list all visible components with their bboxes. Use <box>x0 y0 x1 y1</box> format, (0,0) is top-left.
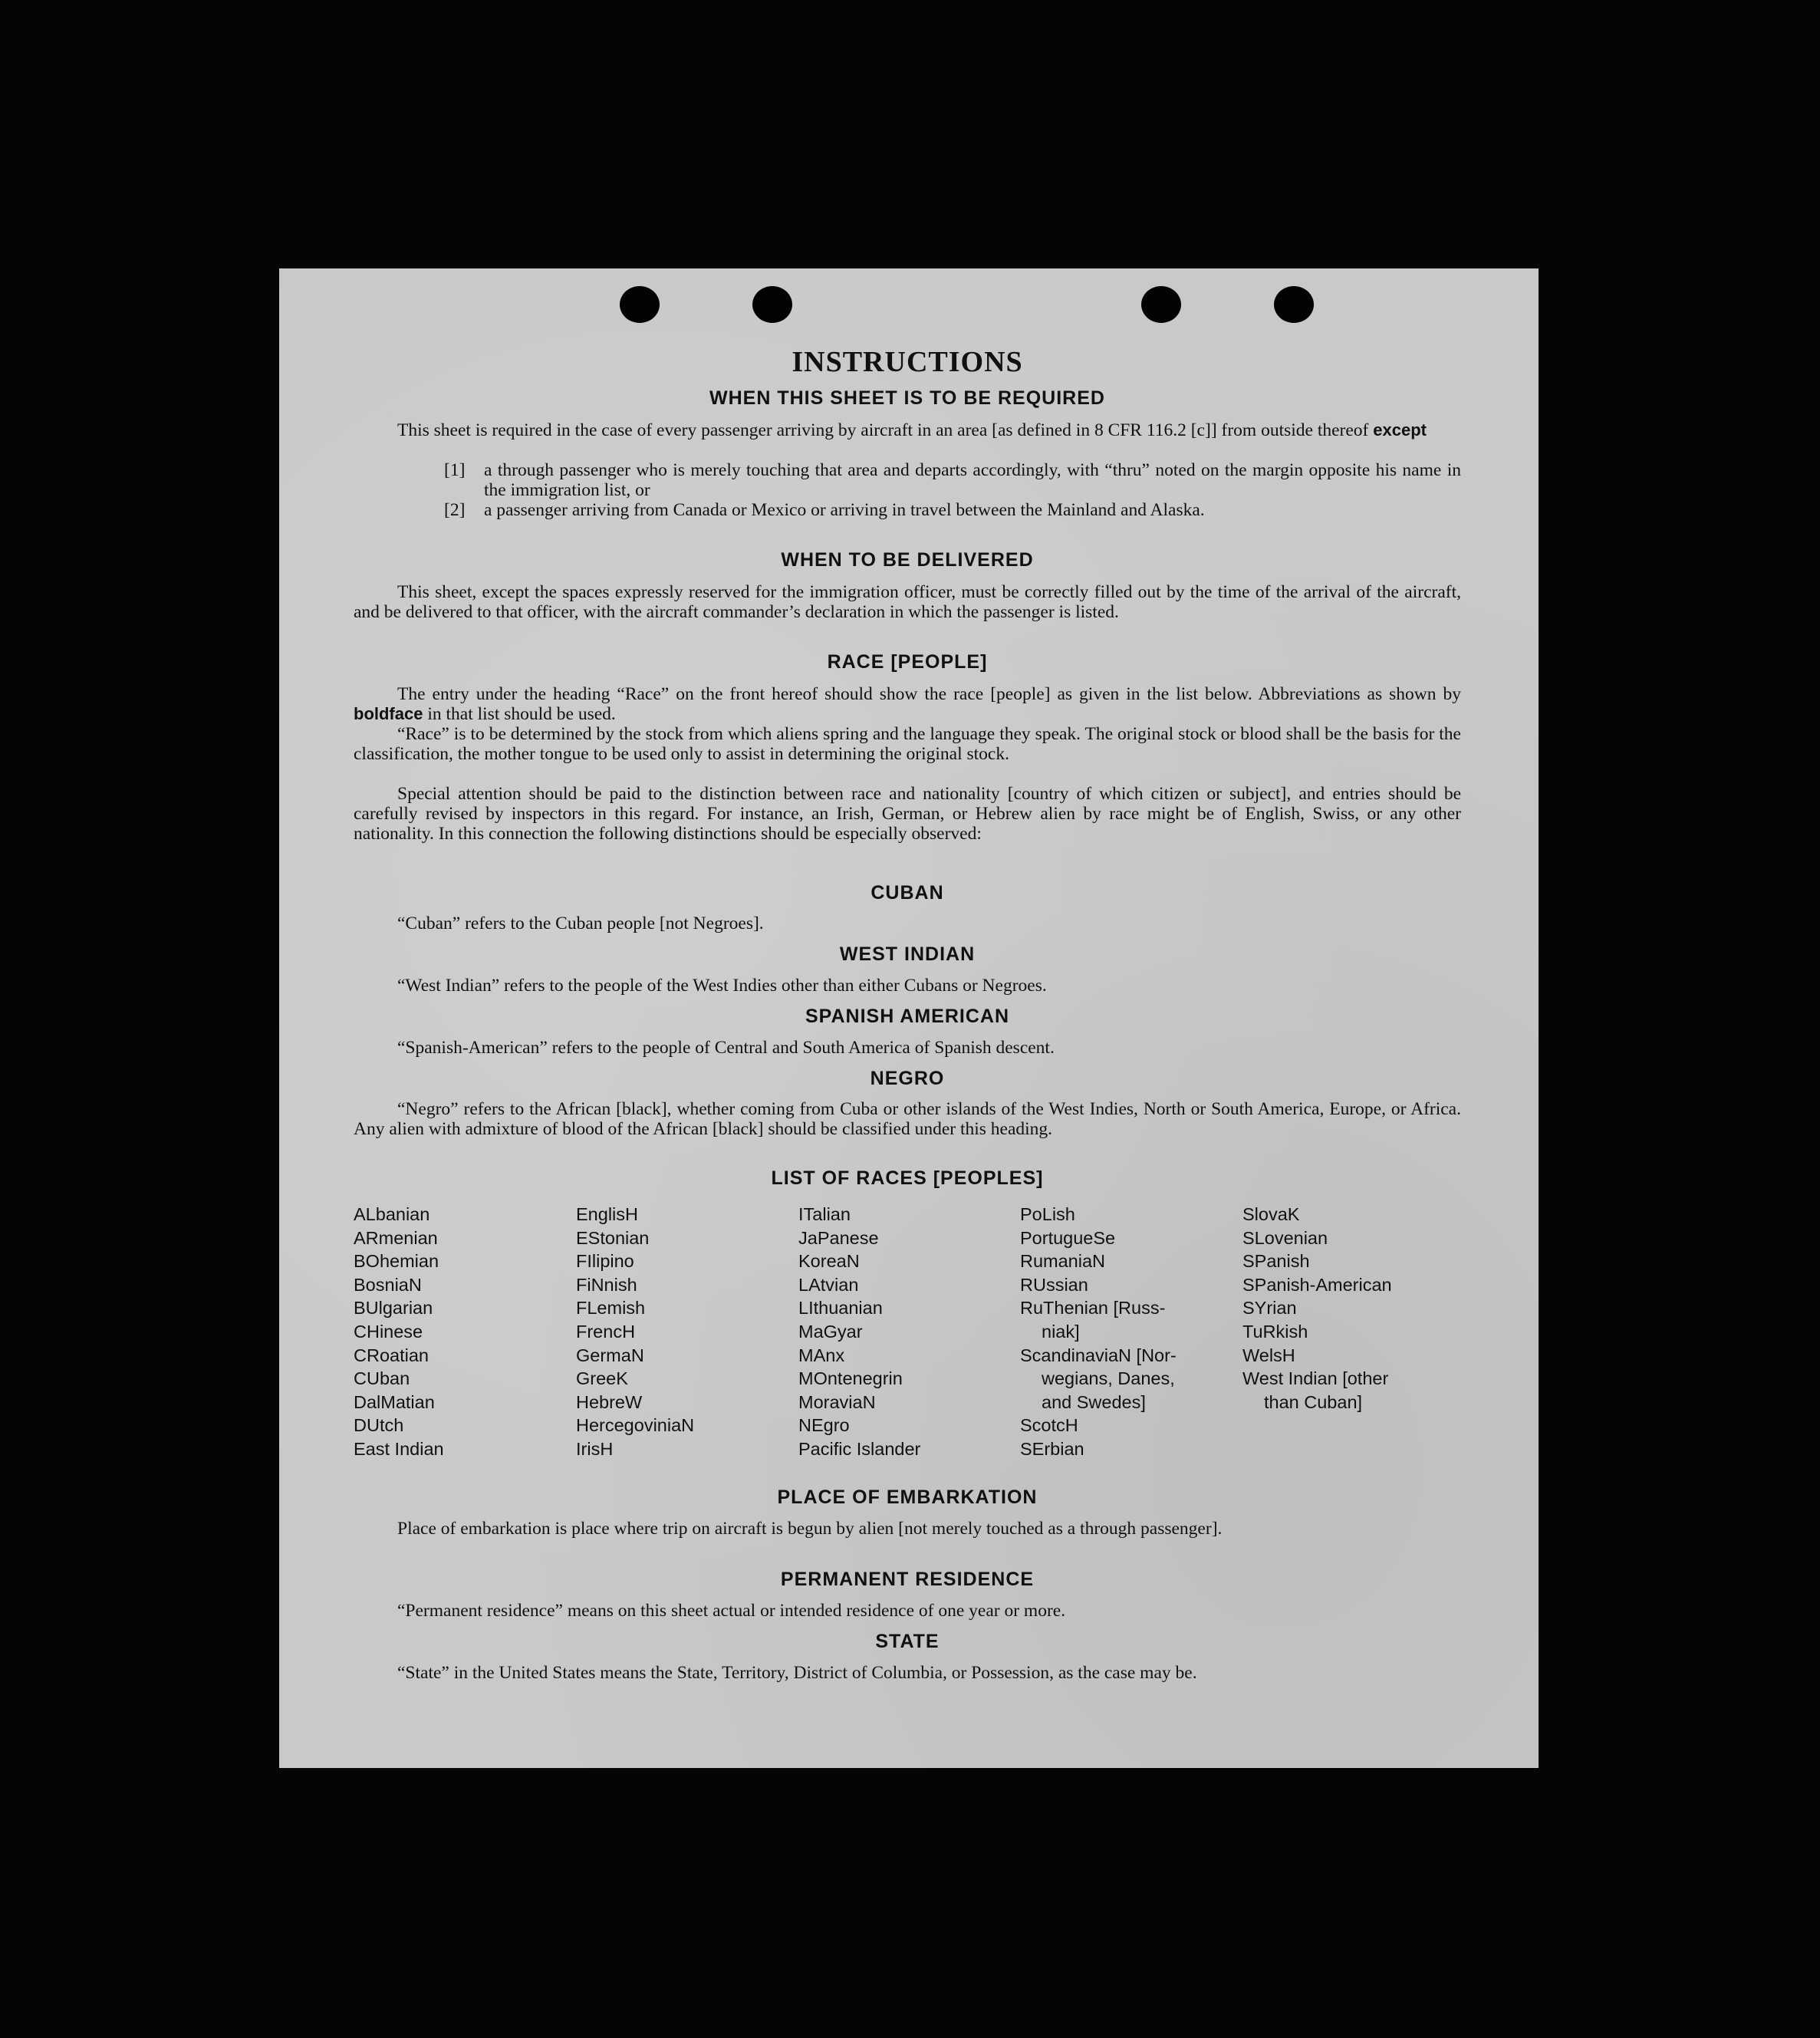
paragraph-state: “State” in the United States means the State, Territory, District of Columbia, or Possession, as the case may be. <box>397 1663 1197 1683</box>
race-column-1 <box>354 1203 444 1461</box>
heading-race: RACE [PEOPLE] <box>827 651 988 673</box>
race-entry: SPanish <box>1242 1251 1310 1272</box>
race-entry: PortugueSe <box>1020 1227 1116 1248</box>
race-entry: West Indian [other <box>1242 1368 1389 1389</box>
race-entry: TuRkish <box>1242 1321 1308 1342</box>
race-entry: RumaniaN <box>1020 1251 1106 1272</box>
race-entry: MOntenegrin <box>798 1368 903 1389</box>
race-entry: CHinese <box>354 1321 423 1342</box>
race-entry-continued: and Swedes] <box>1042 1391 1146 1412</box>
race-entry: ITalian <box>798 1204 851 1224</box>
race-entry: ALbanian <box>354 1204 430 1224</box>
race-entry: CUban <box>354 1368 410 1389</box>
paragraph-race-1 <box>354 684 1461 724</box>
exception-item-1 <box>444 460 1461 500</box>
item-text: a through passenger who is merely touching that area and departs accordingly, with “thru” noted on the margin opposite his name in the immigration list, or <box>484 460 1461 500</box>
race-entry: LIthuanian <box>798 1298 883 1319</box>
punch-hole <box>1274 286 1314 323</box>
race-entry: RuThenian [Russ- <box>1020 1298 1166 1319</box>
race-entry: NEgro <box>798 1415 850 1436</box>
race-entry: EStonian <box>576 1227 650 1248</box>
punch-hole <box>752 286 792 323</box>
race-entry: ARmenian <box>354 1227 438 1248</box>
race-entry: FiNnish <box>576 1274 637 1295</box>
race-entry: DalMatian <box>354 1391 435 1412</box>
exception-item-2 <box>444 500 1461 520</box>
item-number: [2] <box>444 500 466 520</box>
race-entry: HercegoviniaN <box>576 1415 695 1436</box>
heading-west-indian: WEST INDIAN <box>839 943 976 965</box>
paragraph-delivered: This sheet, except the spaces expressly reserved for the immigration officer, must be correctly filled out by the time of the arrival of the aircraft, and be delivered to that officer, with the aircraft commander’s declaration in which the passenger is listed. <box>354 582 1461 622</box>
race-entry: BUlgarian <box>354 1298 433 1319</box>
heading-when-delivered: WHEN TO BE DELIVERED <box>781 549 1034 571</box>
race-entry: ScandinaviaN [Nor- <box>1020 1345 1177 1365</box>
race-entry: BOhemian <box>354 1251 439 1272</box>
race-entry: ScotcH <box>1020 1415 1078 1436</box>
race-entry: SPanish-American <box>1242 1274 1392 1295</box>
race-entry: DUtch <box>354 1415 404 1436</box>
race-entry: RUssian <box>1020 1274 1088 1295</box>
race-column-2 <box>576 1203 694 1461</box>
race-entry: MaGyar <box>798 1321 863 1342</box>
race-entry: MAnx <box>798 1345 845 1365</box>
punch-hole <box>1141 286 1181 323</box>
heading-cuban: CUBAN <box>871 882 944 904</box>
heading-place-of-embarkation: PLACE OF EMBARKATION <box>777 1487 1038 1508</box>
paragraph-race-2: “Race” is to be determined by the stock from which aliens spring and the language they speak. The original stock or blood shall be the basis for the classification, the mother tongue to be used only to assist in determining the original stock. <box>354 724 1461 764</box>
race-entry: KoreaN <box>798 1251 860 1272</box>
paragraph-required <box>354 420 1461 440</box>
race-1-text-a: The entry under the heading “Race” on the front hereof should show the race [people] as given in the list below. Abbreviations as shown by <box>397 684 1461 704</box>
race-entry: WelsH <box>1242 1345 1295 1365</box>
boldface-word: boldface <box>354 704 423 723</box>
heading-when-required: WHEN THIS SHEET IS TO BE REQUIRED <box>709 387 1105 409</box>
document-sheet <box>279 268 1539 1768</box>
race-entry: PoLish <box>1020 1204 1075 1224</box>
race-entry: GermaN <box>576 1345 644 1365</box>
race-entry: SlovaK <box>1242 1204 1300 1224</box>
race-entry: MoraviaN <box>798 1391 876 1412</box>
heading-state: STATE <box>875 1631 940 1652</box>
race-entry: SLovenian <box>1242 1227 1328 1248</box>
heading-list-of-races: LIST OF RACES [PEOPLES] <box>771 1167 1044 1189</box>
race-entry: GreeK <box>576 1368 628 1389</box>
race-entry: East Indian <box>354 1438 444 1459</box>
heading-permanent-residence: PERMANENT RESIDENCE <box>780 1569 1035 1590</box>
race-1-text-b: in that list should be used. <box>427 704 616 724</box>
race-column-4 <box>1020 1203 1177 1461</box>
paragraph-race-3: Special attention should be paid to the distinction between race and nationality [country of which citizen or subject], and entries should be carefully revised by inspectors in this regard. For instance, an Irish, German, or Hebrew alien by race might be of English, Swiss, or any other nationality. In this connection the following distinctions should be especially observed: <box>354 784 1461 844</box>
race-entry: HebreW <box>576 1391 643 1412</box>
race-entry: IrisH <box>576 1438 614 1459</box>
item-number: [1] <box>444 460 466 480</box>
heading-spanish-american: SPANISH AMERICAN <box>805 1006 1009 1027</box>
race-column-3 <box>798 1203 920 1461</box>
race-entry-continued: wegians, Danes, <box>1042 1368 1175 1389</box>
race-entry: FIlipino <box>576 1251 634 1272</box>
paragraph-required-text: This sheet is required in the case of every passenger arriving by aircraft in an area [as defined in 8 CFR 116.2 [c]] from outside thereof <box>397 420 1369 440</box>
page-title: INSTRUCTIONS <box>792 346 1023 378</box>
paragraph-spanish-american: “Spanish-American” refers to the people of Central and South America of Spanish descent. <box>397 1038 1055 1058</box>
punch-hole <box>620 286 660 323</box>
race-entry: BosniaN <box>354 1274 422 1295</box>
race-entry: EnglisH <box>576 1204 638 1224</box>
race-entry: FrencH <box>576 1321 636 1342</box>
item-text: a passenger arriving from Canada or Mexico or arriving in travel between the Mainland and Alaska. <box>484 500 1205 520</box>
race-entry: SYrian <box>1242 1298 1297 1319</box>
paragraph-embarkation: Place of embarkation is place where trip on aircraft is begun by alien [not merely touched as a through passenger]. <box>397 1519 1223 1539</box>
race-entry: CRoatian <box>354 1345 429 1365</box>
race-entry: LAtvian <box>798 1274 859 1295</box>
paragraph-cuban: “Cuban” refers to the Cuban people [not Negroes]. <box>397 914 764 933</box>
race-entry-continued: niak] <box>1042 1321 1080 1342</box>
race-column-5 <box>1242 1203 1392 1414</box>
race-entry: SErbian <box>1020 1438 1084 1459</box>
race-entry-continued: than Cuban] <box>1264 1391 1363 1412</box>
paragraph-residence: “Permanent residence” means on this sheet actual or intended residence of one year or more. <box>397 1601 1066 1621</box>
paragraph-west-indian: “West Indian” refers to the people of the West Indies other than either Cubans or Negroes. <box>397 976 1047 996</box>
race-entry: Pacific Islander <box>798 1438 921 1459</box>
race-entry: JaPanese <box>798 1227 879 1248</box>
heading-negro: NEGRO <box>870 1068 945 1089</box>
race-entry: FLemish <box>576 1298 646 1319</box>
paragraph-negro: “Negro” refers to the African [black], whether coming from Cuba or other islands of the West Indies, North or South America, Europe, or Africa. Any alien with admixture of blood of the African [black] should be classified under this heading. <box>354 1099 1461 1139</box>
except-bold: except <box>1373 420 1427 440</box>
